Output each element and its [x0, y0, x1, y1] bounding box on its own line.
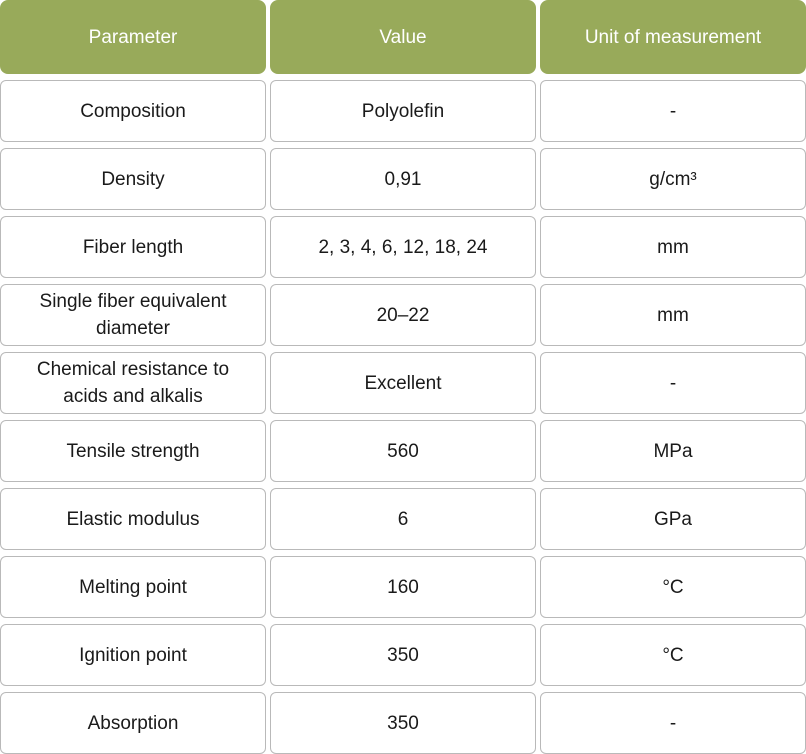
- cell-value: 560: [270, 420, 536, 482]
- cell-unit: °C: [540, 624, 806, 686]
- cell-value: 160: [270, 556, 536, 618]
- cell-parameter: Density: [0, 148, 266, 210]
- cell-value: 6: [270, 488, 536, 550]
- cell-value: 2, 3, 4, 6, 12, 18, 24: [270, 216, 536, 278]
- cell-parameter: Chemical resistance to acids and alkalis: [0, 352, 266, 414]
- cell-parameter: Composition: [0, 80, 266, 142]
- cell-unit: °C: [540, 556, 806, 618]
- cell-unit: -: [540, 80, 806, 142]
- cell-unit: mm: [540, 284, 806, 346]
- cell-parameter: Tensile strength: [0, 420, 266, 482]
- cell-unit: GPa: [540, 488, 806, 550]
- cell-unit: g/cm³: [540, 148, 806, 210]
- cell-parameter: Single fiber equivalent diameter: [0, 284, 266, 346]
- cell-value: Polyolefin: [270, 80, 536, 142]
- cell-parameter: Absorption: [0, 692, 266, 754]
- cell-value: 350: [270, 692, 536, 754]
- header-parameter: Parameter: [0, 0, 266, 74]
- cell-parameter: Elastic modulus: [0, 488, 266, 550]
- cell-unit: MPa: [540, 420, 806, 482]
- cell-parameter: Melting point: [0, 556, 266, 618]
- header-unit: Unit of measurement: [540, 0, 806, 74]
- cell-value: 0,91: [270, 148, 536, 210]
- cell-value: 20–22: [270, 284, 536, 346]
- cell-parameter: Fiber length: [0, 216, 266, 278]
- header-value: Value: [270, 0, 536, 74]
- cell-value: 350: [270, 624, 536, 686]
- cell-unit: -: [540, 352, 806, 414]
- cell-unit: mm: [540, 216, 806, 278]
- cell-unit: -: [540, 692, 806, 754]
- cell-parameter: Ignition point: [0, 624, 266, 686]
- cell-value: Excellent: [270, 352, 536, 414]
